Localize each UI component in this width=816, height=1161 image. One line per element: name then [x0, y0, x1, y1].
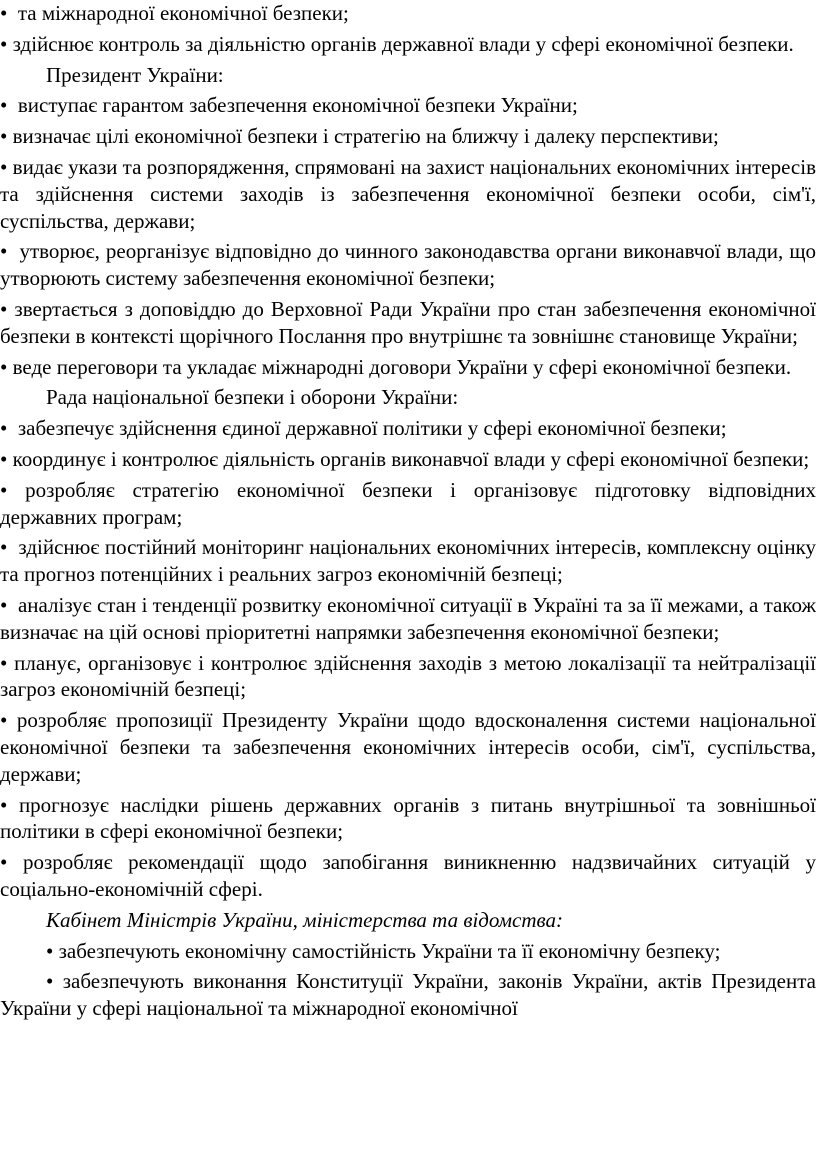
list-item: • розробляє стратегію економічної безпеки і організовує підготовку відповідних державних програм;	[0, 477, 816, 529]
list-item: • планує, організовує і контролює здійснення заходів з метою локалізації та нейтралізації загроз економічній безпеці;	[0, 650, 816, 702]
list-item: • забезпечує здійснення єдиної державної політики у сфері економічної безпеки;	[0, 416, 727, 441]
list-item: • аналізує стан і тенденції розвитку економічної ситуації в Україні та за її межами, а також визначає на цій основі пріоритетні напрямки забезпечення економічної безпеки;	[0, 592, 816, 644]
list-item: • здійснює контроль за діяльністю органів державної влади у сфері економічної безпеки.	[0, 31, 794, 56]
list-item: • звертається з доповіддю до Верховної Ради України про стан забезпечення економічної безпеки в контексті щорічного Послання про внутрішнє та зовнішнє становище України;	[0, 296, 816, 348]
list-item: • здійснює постійний моніторинг національних економічних інтересів, комплексну оцінку та прогноз потенційних і реальних загроз економічній безпеці;	[0, 535, 816, 587]
list-item: • утворює, реорганізує відповідно до чинного законодавства органи виконавчої влади, що утворюють систему забезпечення економічної безпеки;	[0, 239, 816, 291]
list-item: • та міжнародної економічної безпеки;	[0, 1, 349, 25]
list-item: • забезпечують економічну самостійність України та її економічну безпеку;	[46, 938, 721, 963]
list-item: • забезпечують виконання Конституції України, законів України, актів Президента України у сфері національної та міжнародної економічної	[0, 969, 816, 1021]
list-item: • розробляє пропозиції Президенту України щодо вдосконалення системи національної економічної безпеки та забезпечення економічних інтересів особи, сім'ї, суспільства, держави;	[0, 708, 816, 786]
list-item: • розробляє рекомендації щодо запобігання виникненню надзвичайних ситуацій у соціально-економічній сфері.	[0, 850, 816, 901]
section-heading-president: Президент України:	[46, 62, 224, 87]
list-item: • прогнозує наслідки рішень державних органів з питань внутрішньої та зовнішньої політики в сфері економічної безпеки;	[0, 792, 816, 844]
section-heading-cabinet: Кабінет Міністрів України, міністерства та відомства:	[46, 907, 563, 932]
list-item: • визначає цілі економічної безпеки і стратегію на ближчу і далеку перспективи;	[0, 124, 719, 149]
list-item: • виступає гарантом забезпечення економічної безпеки України;	[0, 93, 578, 118]
section-heading-council: Рада національної безпеки і оборони України:	[46, 385, 459, 410]
list-item: • координує і контролює діяльність органів виконавчої влади у сфері економічної безпеки;	[0, 446, 810, 471]
list-item: • веде переговори та укладає міжнародні договори України у сфері економічної безпеки.	[0, 354, 792, 379]
list-item: • видає укази та розпорядження, спрямовані на захист національних економічних інтересів та здійснення системи заходів із забезпечення економічної безпеки особи, сім'ї, суспільства, держави;	[0, 154, 816, 233]
